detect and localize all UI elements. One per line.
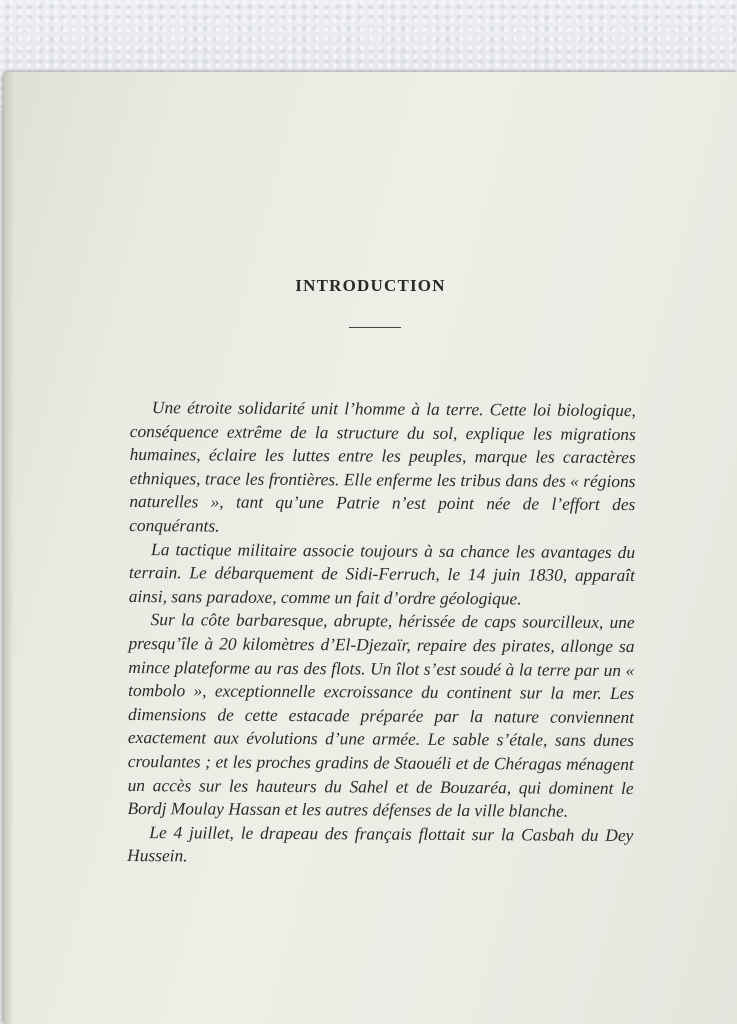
body-text	[127, 396, 636, 871]
title-divider	[349, 327, 401, 328]
book-page	[4, 72, 737, 1024]
page-title: INTRODUCTION	[295, 276, 446, 295]
paragraph-3: Sur la côte barbaresque, abrupte, hérissée de caps sourcilleux, une presqu’île à 20 kilomètres d’El-Djezaïr, repaire des pirates, allonge sa mince plateforme au ras des flots. Un îlot s’est soudé à la terre par un « tombolo », exceptionnelle excroissance du continent sur la mer. Les dimensions de cette estacade préparée par la nature conviennent exactement aux évolutions d’une armée. Le sable s’étale, sans dunes croulantes ; et les proches gradins de Staouéli et de Chéragas ménagent un accès sur les hauteurs du Sahel et de Bouzaréa, qui dominent le Bordj Moulay Hassan et les autres défenses de la ville blanche.	[127, 609, 635, 821]
paragraph-4: Le 4 juillet, le drapeau des français flottait sur la Casbah du Dey Hussein.	[127, 821, 634, 866]
paragraph-2: La tactique militaire associe toujours à sa chance les avantages du terrain. Le débarquement de Sidi-Ferruch, le 14 juin 1830, apparaît ainsi, sans paradoxe, comme un fait d’ordre géologique.	[128, 538, 636, 609]
paragraph-1: Une étroite solidarité unit l’homme à la terre. Cette loi biologique, conséquence extrême de la structure du sol, explique les migrations humaines, éclaire les luttes entre les peuples, marque les caractères ethniques, trace les frontières. Elle enferme les tribus dans des « régions naturelles », tant qu’une Patrie n’est point née de l’effort des conquérants.	[129, 397, 636, 536]
page-edge-shadow	[4, 72, 14, 1024]
